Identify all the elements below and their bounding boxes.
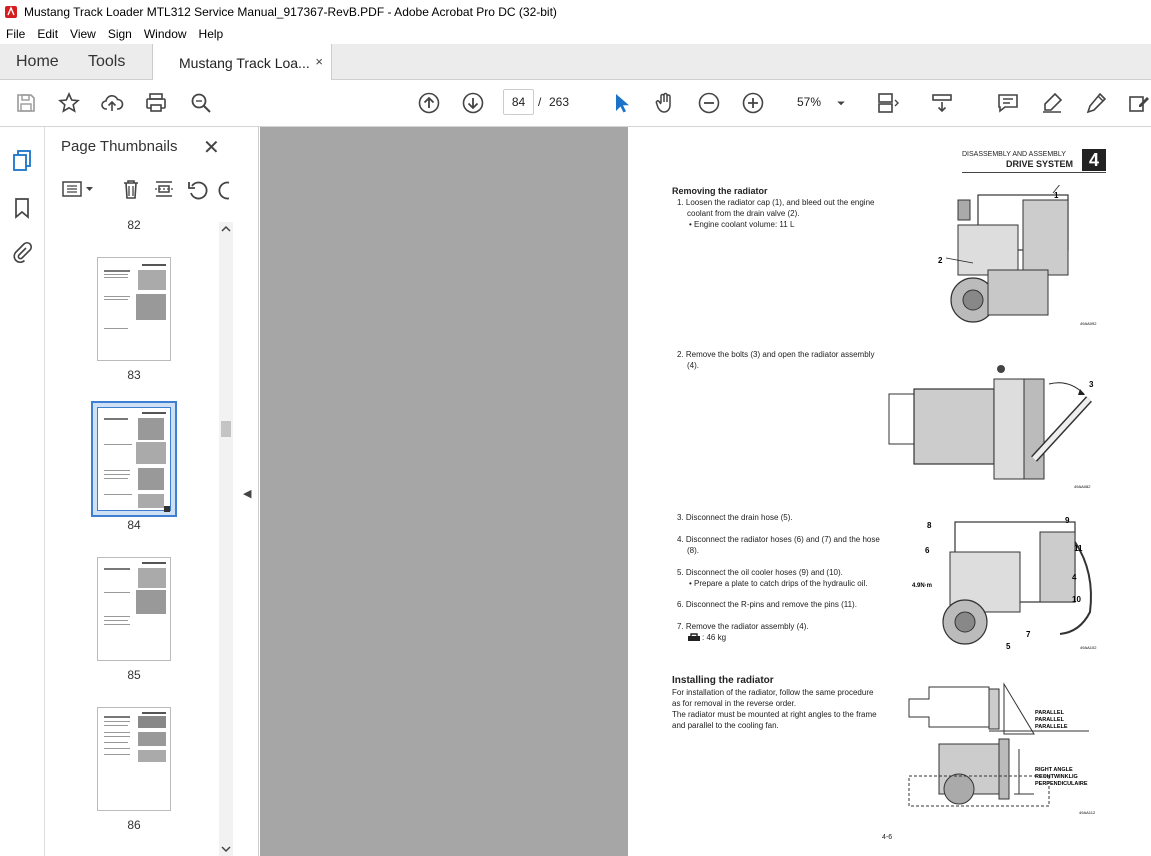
page-header-small: DISASSEMBLY AND ASSEMBLY	[962, 151, 1066, 158]
title-bar	[0, 0, 1151, 24]
thumbnail-page-number: 85	[127, 668, 141, 682]
step-5-note: • Prepare a plate to catch drips of the hydraulic oil.	[689, 579, 868, 588]
step-7-weight: : 46 kg	[702, 633, 727, 642]
panel-title: Page Thumbnails	[61, 138, 178, 155]
pdf-page	[628, 127, 1151, 856]
install-line1: For installation of the radiator, follow the same procedure	[672, 688, 874, 697]
zoom-level[interactable]: 57%	[797, 95, 822, 109]
thumbnail-toolbar	[45, 171, 259, 205]
page-separator: /	[538, 95, 542, 109]
previous-page-icon[interactable]	[417, 91, 441, 115]
attachments-icon[interactable]	[11, 241, 33, 263]
rotate-right-icon[interactable]	[217, 178, 229, 200]
label-parallel-en: PARALLEL	[1035, 710, 1064, 716]
scroll-up-icon[interactable]	[219, 222, 233, 236]
label-rightangle-en: RIGHT ANGLE	[1035, 767, 1073, 773]
scrollbar-thumb[interactable]	[221, 421, 231, 437]
menu-bar	[0, 24, 1151, 44]
thumbnail-scrollbar[interactable]	[219, 222, 233, 856]
left-rail	[0, 127, 45, 856]
figure-3-code: 49AA102	[1080, 645, 1097, 650]
acrobat-icon	[4, 5, 18, 19]
menu-window[interactable]: Window	[143, 27, 187, 41]
section-title-removing: Removing the radiator	[672, 186, 768, 196]
tab-tools[interactable]: Tools	[88, 53, 126, 70]
zoom-search-icon[interactable]	[189, 91, 213, 115]
step-5-line1: 5. Disconnect the oil cooler hoses (9) and (10).	[677, 568, 843, 577]
torque-value: 4.9N·m	[912, 583, 933, 589]
window-title: Mustang Track Loader MTL312 Service Manual_917367-RevB.PDF - Adobe Acrobat Pro DC (32-bit)	[24, 5, 557, 19]
step-4-line2: (8).	[687, 546, 699, 555]
bookmarks-icon[interactable]	[11, 197, 33, 219]
step-1-line2: coolant from the drain valve (2).	[687, 209, 800, 218]
sign-pen-icon[interactable]	[1084, 91, 1108, 115]
step-7: 7. Remove the radiator assembly (4).	[677, 622, 809, 631]
figure-hoses	[910, 512, 1106, 652]
save-icon[interactable]	[14, 91, 38, 115]
callout-3: 3	[1089, 380, 1094, 389]
callout-6: 6	[925, 546, 930, 555]
callout-4: 4	[1072, 573, 1077, 582]
install-line2: as for removal in the reverse order.	[672, 699, 797, 708]
callout-11: 11	[1074, 544, 1083, 553]
thumbnail-page-number: 83	[127, 368, 141, 382]
scroll-down-icon[interactable]	[219, 842, 233, 856]
upload-cloud-icon[interactable]	[100, 91, 124, 115]
step-1-note: • Engine coolant volume: 11 L	[689, 220, 795, 229]
thumbnail-list	[45, 211, 219, 856]
callout-7: 7	[1026, 630, 1031, 639]
thumbnail-page-number: 86	[127, 818, 141, 832]
zoom-dropdown-icon[interactable]	[832, 94, 850, 112]
edit-pdf-icon[interactable]	[1127, 91, 1151, 115]
page-number-input[interactable]: 84	[503, 89, 534, 115]
thumbnail-page[interactable]	[97, 257, 171, 361]
step-2-line2: (4).	[687, 361, 699, 370]
menu-sign[interactable]: Sign	[107, 27, 132, 41]
collapse-panel-icon[interactable]: ◀	[243, 488, 252, 500]
thumbnails-panel	[45, 127, 259, 856]
figure-1-code: 49AA092	[1080, 321, 1097, 326]
print-icon[interactable]	[144, 91, 168, 115]
label-rightangle-de: RECHTWINKLIG	[1035, 774, 1078, 780]
page-footer-number: 4-6	[882, 834, 893, 841]
rotate-left-icon[interactable]	[187, 178, 209, 200]
tab-document-label: Mustang Track Loa...	[179, 54, 310, 71]
tab-close-icon[interactable]: ×	[315, 54, 323, 69]
menu-view[interactable]: View	[70, 27, 96, 41]
menu-help[interactable]: Help	[198, 27, 224, 41]
thumbnail-page[interactable]	[97, 557, 171, 661]
thumbnail-page-number: 82	[127, 218, 141, 232]
callout-9: 9	[1065, 516, 1070, 525]
menu-file[interactable]: File	[6, 27, 26, 41]
install-line3: The radiator must be mounted at right angles to the frame	[672, 710, 877, 719]
step-3: 3. Disconnect the drain hose (5).	[677, 513, 793, 522]
page-fit-icon[interactable]	[876, 91, 900, 115]
header-rule	[962, 172, 1106, 173]
tab-bar	[0, 44, 1151, 80]
label-parallel-de: PARALLEL	[1035, 717, 1064, 723]
chapter-badge: 4	[1082, 149, 1106, 171]
section-title-installing: Installing the radiator	[672, 675, 774, 686]
comment-icon[interactable]	[996, 91, 1020, 115]
page-total: 263	[549, 95, 570, 109]
thumbnail-page[interactable]	[97, 707, 171, 811]
menu-edit[interactable]: Edit	[37, 27, 59, 41]
delete-page-icon[interactable]	[120, 178, 142, 200]
weight-icon	[687, 632, 701, 642]
step-1-line1: 1. Loosen the radiator cap (1), and bleed out the engine	[677, 198, 875, 207]
tab-document[interactable]	[152, 44, 332, 81]
scroll-mode-icon[interactable]	[930, 91, 954, 115]
zoom-in-icon[interactable]	[741, 91, 765, 115]
label-rightangle-fr: PERPENDICULAIRE	[1035, 781, 1088, 787]
figure-alignment	[904, 679, 1106, 819]
options-menu-icon[interactable]	[61, 178, 95, 200]
panel-close-icon[interactable]: ✕	[203, 137, 220, 159]
label-parallel-fr: PARALLELE	[1035, 724, 1068, 730]
callout-2: 2	[938, 256, 943, 265]
install-line4: and parallel to the cooling fan.	[672, 721, 779, 730]
callout-1: 1	[1054, 191, 1059, 200]
thumbnail-page-current[interactable]	[97, 407, 171, 511]
next-page-icon[interactable]	[461, 91, 485, 115]
figure-2-code: 49AA082	[1074, 484, 1091, 489]
figure-4-code: 49AA112	[1079, 810, 1096, 815]
select-cursor-icon[interactable]	[609, 91, 633, 115]
figure-radiator-open	[884, 349, 1106, 494]
tab-home[interactable]: Home	[16, 53, 59, 70]
page-thumbnails-icon[interactable]	[11, 149, 33, 171]
highlight-pen-icon[interactable]	[1040, 91, 1064, 115]
zoom-out-icon[interactable]	[697, 91, 721, 115]
step-4-line1: 4. Disconnect the radiator hoses (6) and (7) and the hose	[677, 535, 880, 544]
thumbnail-page-number: 84	[127, 518, 141, 532]
hand-tool-icon[interactable]	[653, 91, 677, 115]
page-header-title: DRIVE SYSTEM	[1006, 159, 1074, 169]
bookmark-star-icon[interactable]	[57, 91, 81, 115]
figure-radiator-cap	[928, 185, 1108, 330]
callout-8: 8	[927, 521, 932, 530]
step-2-line1: 2. Remove the bolts (3) and open the radiator assembly	[677, 350, 875, 359]
extract-pages-icon[interactable]	[153, 178, 175, 200]
callout-10: 10	[1072, 595, 1081, 604]
toolbar	[0, 80, 1151, 127]
step-6: 6. Disconnect the R-pins and remove the pins (11).	[677, 600, 857, 609]
callout-5: 5	[1006, 642, 1011, 651]
